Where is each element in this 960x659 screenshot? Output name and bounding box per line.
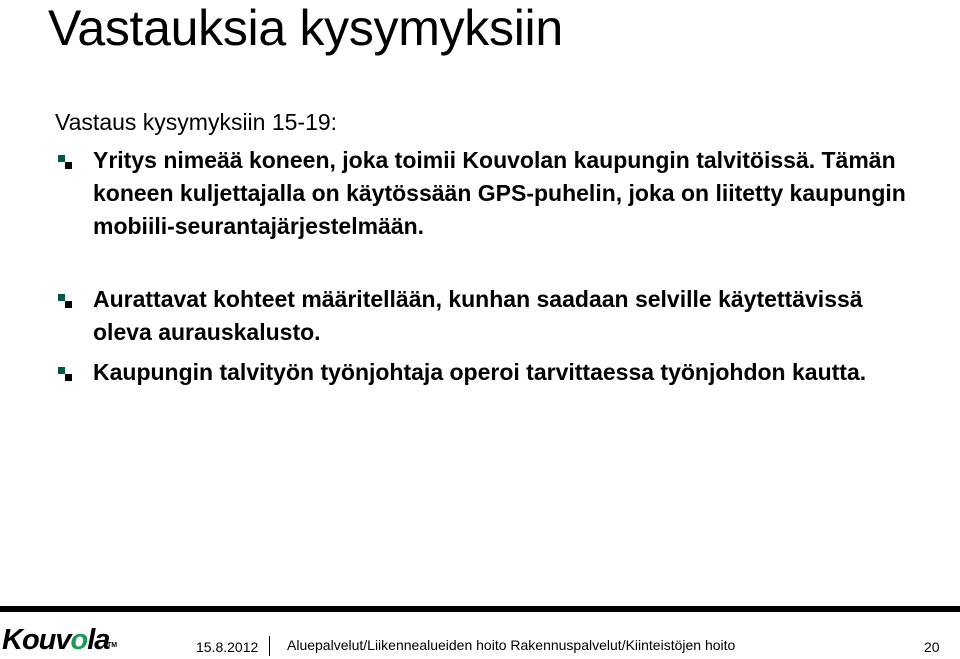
page-number: 20 (924, 639, 940, 655)
square-bullet-icon (58, 155, 72, 169)
footer-date: 15.8.2012 (196, 639, 259, 655)
footer-divider (0, 606, 960, 612)
slide-subtitle: Vastaus kysymyksiin 15-19: (55, 109, 338, 135)
kouvola-logo (2, 625, 122, 655)
footer-department: Aluepalvelut/Liikennealueiden hoito Rakennuspalvelut/Kiinteistöjen hoito (287, 637, 736, 653)
logo-trademark: TM (107, 642, 118, 649)
footer-separator (269, 636, 270, 656)
bullet-text: Aurattavat kohteet määritellään, kunhan saadaan selville käytettävissä oleva aurauskalusto. (93, 286, 863, 345)
bullet-text: Yritys nimeää koneen, joka toimii Kouvolan kaupungin talvitöissä. Tämän koneen kuljettajalla on käytössään GPS-puhelin, joka on liitetty kaupungin mobiili-seurantajärjestelmään. (93, 147, 906, 239)
logo-wordmark: Kouvola (2, 624, 110, 656)
square-bullet-icon (58, 367, 72, 381)
square-bullet-icon (58, 294, 72, 308)
bullet-text: Kaupungin talvityön työnjohtaja operoi tarvittaessa työnjohdon kautta. (93, 359, 867, 385)
slide-title: Vastauksia kysymyksiin (48, 0, 563, 56)
